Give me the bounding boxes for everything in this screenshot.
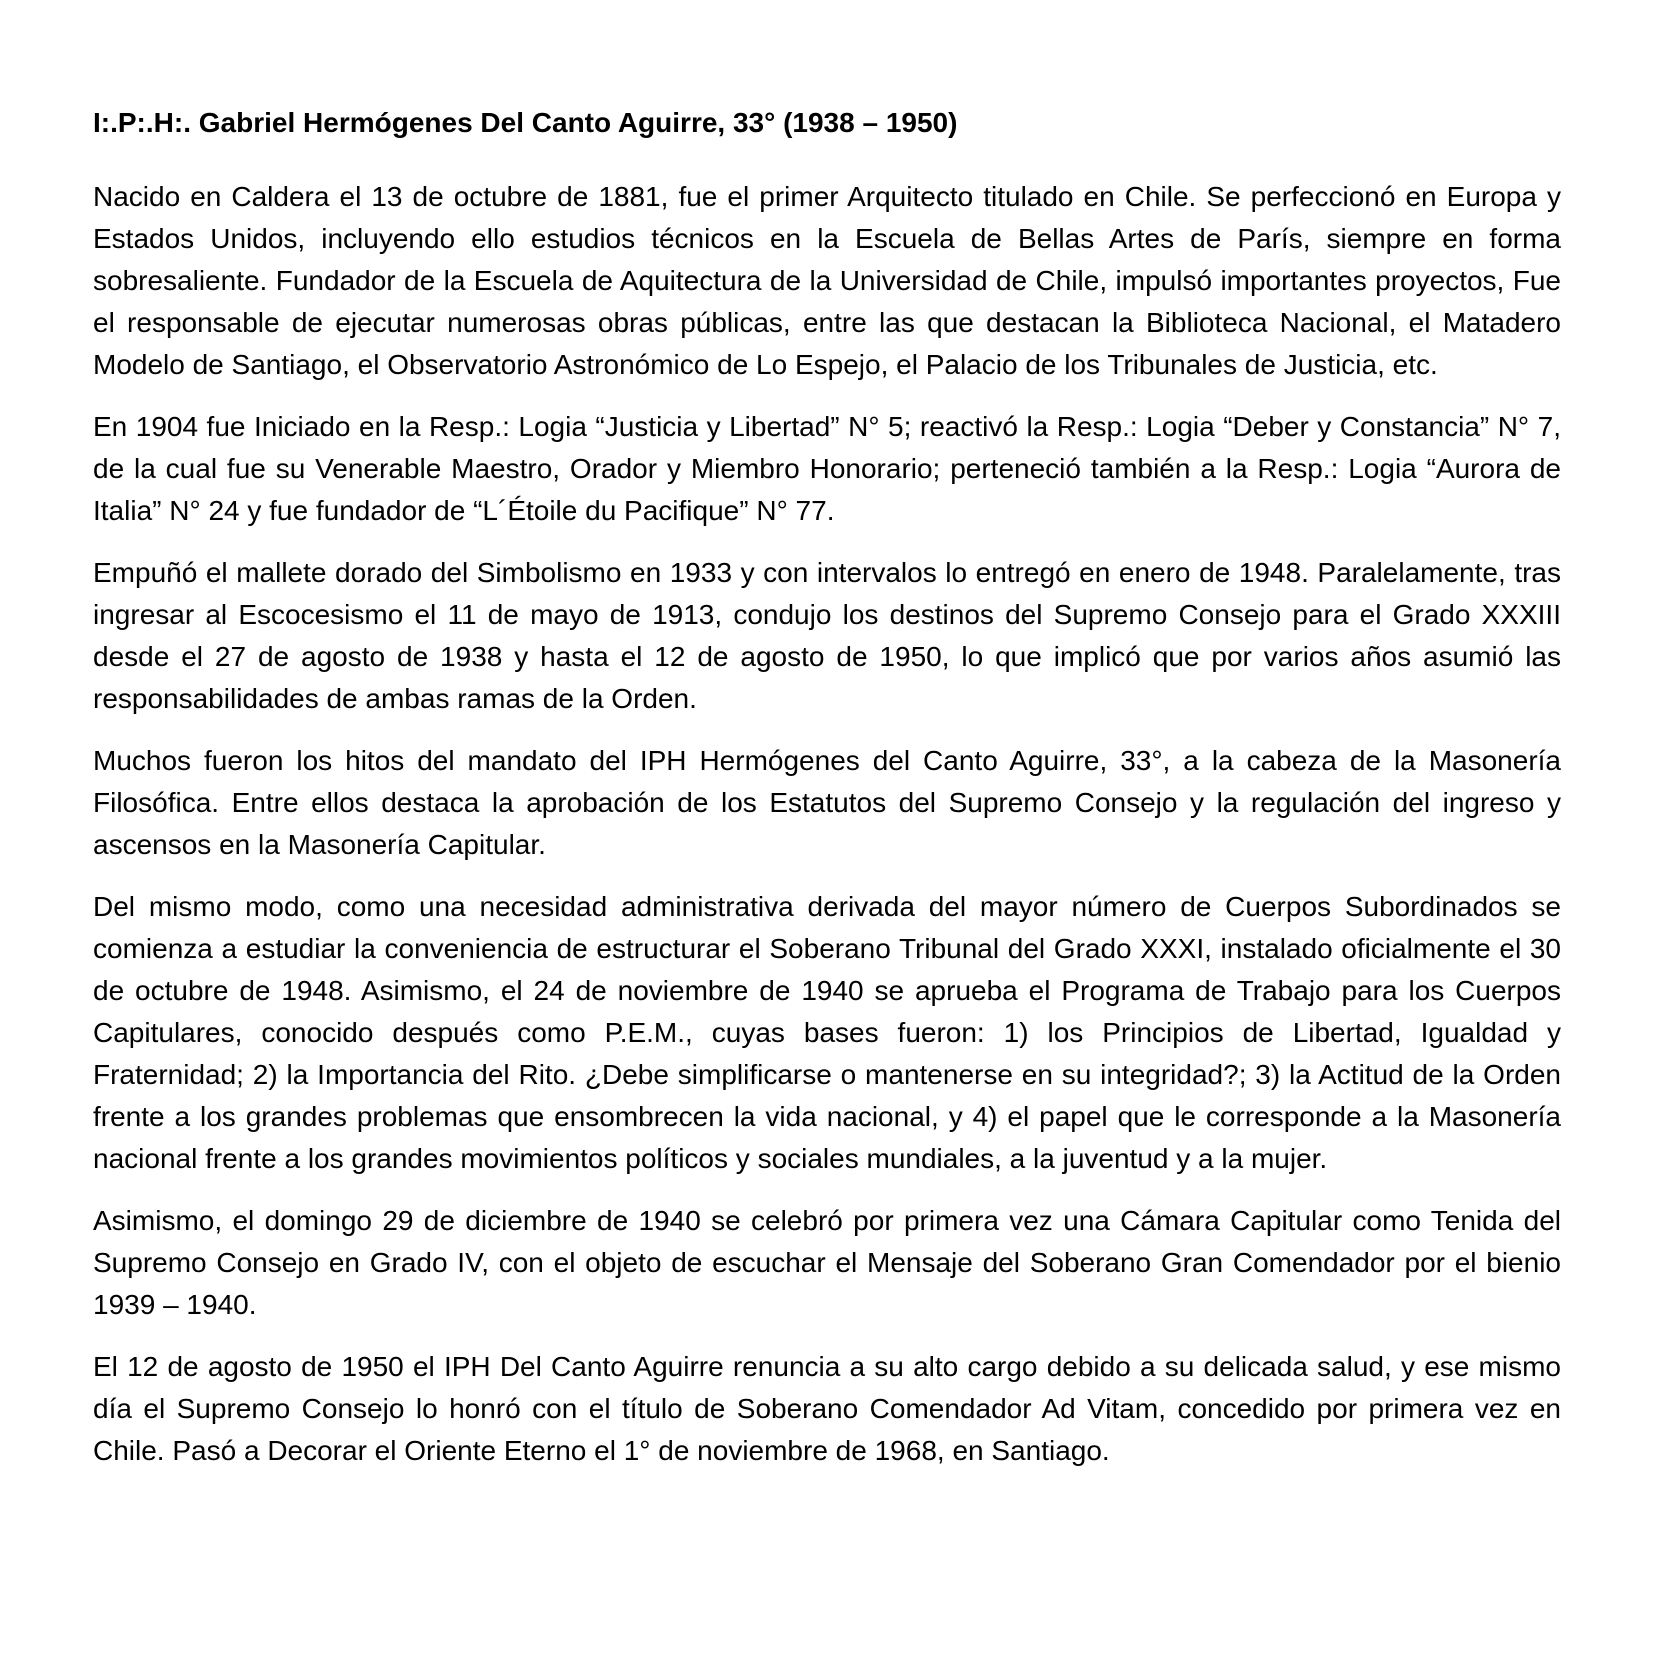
document-title: I:.P:.H:. Gabriel Hermógenes Del Canto Aguirre, 33° (1938 – 1950) bbox=[93, 107, 958, 138]
paragraph-masonic-initiation: En 1904 fue Iniciado en la Resp.: Logia “Justicia y Libertad” N° 5; reactivó la Resp.: Logia “Deber y Constancia” N° 7, de la cual fue su Venerable Maestro, Orador y Miembro Honorario; perteneció también a la Resp.: Logia “Aurora de Italia” N° 24 y fue fundador de “L´Étoile du Pacifique” N° 77. bbox=[93, 411, 1561, 526]
paragraph-mandato-hitos: Muchos fueron los hitos del mandato del IPH Hermógenes del Canto Aguirre, 33°, a la cabeza de la Masonería Filosófica. Entre ellos destaca la aprobación de los Estatutos del Supremo Consejo y la regulación del ingreso y ascensos en la Masonería Capitular. bbox=[93, 745, 1561, 860]
paragraph-renuncia-1950: El 12 de agosto de 1950 el IPH Del Canto Aguirre renuncia a su alto cargo debido a su delicada salud, y ese mismo día el Supremo Consejo lo honró con el título de Soberano Comendador Ad Vitam, concedido por primera vez en Chile. Pasó a Decorar el Oriente Eterno el 1° de noviembre de 1968, en Santiago. bbox=[93, 1351, 1561, 1466]
paragraph-biography-birth: Nacido en Caldera el 13 de octubre de 1881, fue el primer Arquitecto titulado en Chile. Se perfeccionó en Europa y Estados Unidos, incluyendo ello estudios técnicos en la Escuela de Bellas Artes de París, siempre en forma sobresaliente. Fundador de la Escuela de Aquitectura de la Universidad de Chile, impulsó importantes proyectos, Fue el responsable de ejecutar numerosas obras públicas, entre las que destacan la Biblioteca Nacional, el Matadero Modelo de Santiago, el Observatorio Astronómico de Lo Espejo, el Palacio de los Tribunales de Justicia, etc. bbox=[93, 181, 1561, 380]
paragraph-mallete-simbolismo: Empuñó el mallete dorado del Simbolismo en 1933 y con intervalos lo entregó en enero de 1948. Paralelamente, tras ingresar al Escocesismo el 11 de mayo de 1913, condujo los destinos del Supremo Consejo para el Grado XXXIII desde el 27 de agosto de 1938 y hasta el 12 de agosto de 1950, lo que implicó que por varios años asumió las responsabilidades de ambas ramas de la Orden. bbox=[93, 557, 1561, 714]
paragraph-camara-capitular: Asimismo, el domingo 29 de diciembre de 1940 se celebró por primera vez una Cámara Capitular como Tenida del Supremo Consejo en Grado IV, con el objeto de escuchar el Mensaje del Soberano Gran Comendador por el bienio 1939 – 1940. bbox=[93, 1205, 1561, 1320]
paragraph-cuerpos-subordinados: Del mismo modo, como una necesidad administrativa derivada del mayor número de Cuerpos Subordinados se comienza a estudiar la conveniencia de estructurar el Soberano Tribunal del Grado XXXI, instalado oficialmente el 30 de octubre de 1948. Asimismo, el 24 de noviembre de 1940 se aprueba el Programa de Trabajo para los Cuerpos Capitulares, conocido después como P.E.M., cuyas bases fueron: 1) los Principios de Libertad, Igualdad y Fraternidad; 2) la Importancia del Rito. ¿Debe simplificarse o mantenerse en su integridad?; 3) la Actitud de la Orden frente a los grandes problemas que ensombrecen la vida nacional, y 4) el papel que le corresponde a la Masonería nacional frente a los grandes movimientos políticos y sociales mundiales, a la juventud y a la mujer. bbox=[93, 891, 1561, 1174]
